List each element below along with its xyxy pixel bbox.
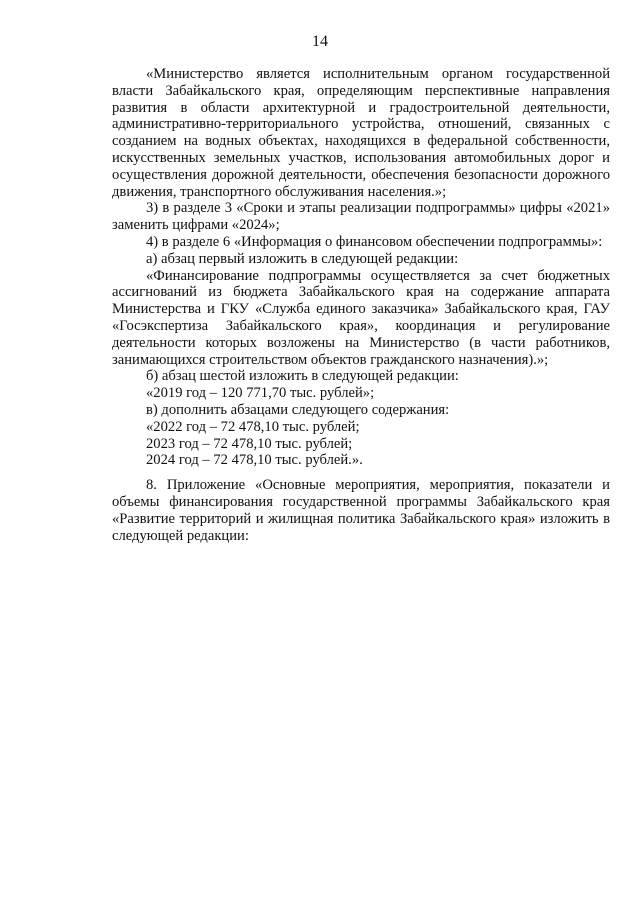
paragraph-ministry-definition: «Министерство является исполнительным органом государственной власти Забайкальского края, определяющим перспективные направления развития в области архитектурной и градостроительной деятельности, административно-территориального устройства, отношений, связанных с созданием на водных объектах, находящихся в федеральной собственности, искусственных земельных участков, использования автомобильных дорог и осуществления дорожной деятельности, обеспечения безопасности дорожного движения, транспортного обслуживания населения.»; [112,66,610,200]
paragraph-section-6-heading: 4) в разделе 6 «Информация о финансовом обеспечении подпрограммы»: [146,233,603,250]
page-number: 14 [312,33,328,50]
paragraph-2023-amount: 2023 год – 72 478,10 тыс. рублей; [146,435,353,452]
paragraph-2019-amount: «2019 год – 120 771,70 тыс. рублей»; [146,385,375,402]
paragraph-section-3-dates: 3) в разделе 3 «Сроки и этапы реализации подпрограммы» цифры «2021» заменить цифрами «2024»; [112,200,610,234]
paragraph-item-8-appendix: 8. Приложение «Основные мероприятия, мероприятия, показатели и объемы финансирования государственной программы Забайкальского края «Развитие территорий и жилищная политика Забайкальского края» изложить в следующей редакции: [112,477,610,544]
paragraph-item-v: в) дополнить абзацами следующего содержания: [146,401,450,418]
paragraph-2024-amount: 2024 год – 72 478,10 тыс. рублей.». [146,452,363,469]
paragraph-2022-amount: «2022 год – 72 478,10 тыс. рублей; [146,418,360,435]
paragraph-item-a: а) абзац первый изложить в следующей редакции: [146,250,459,267]
paragraph-item-b: б) абзац шестой изложить в следующей редакции: [146,368,459,385]
paragraph-financing-text: «Финансирование подпрограммы осуществляется за счет бюджетных ассигнований из бюджета Забайкальского края на содержание аппарата Министерства и ГКУ «Служба единого заказчика» Забайкальского края, ГАУ «Госэкспертиза Забайкальского края», координация и регулирование деятельности которых возложены на Министерство (в части работников, занимающихся строительством объектов гражданского назначения).»; [112,267,610,368]
document-body [112,66,610,544]
